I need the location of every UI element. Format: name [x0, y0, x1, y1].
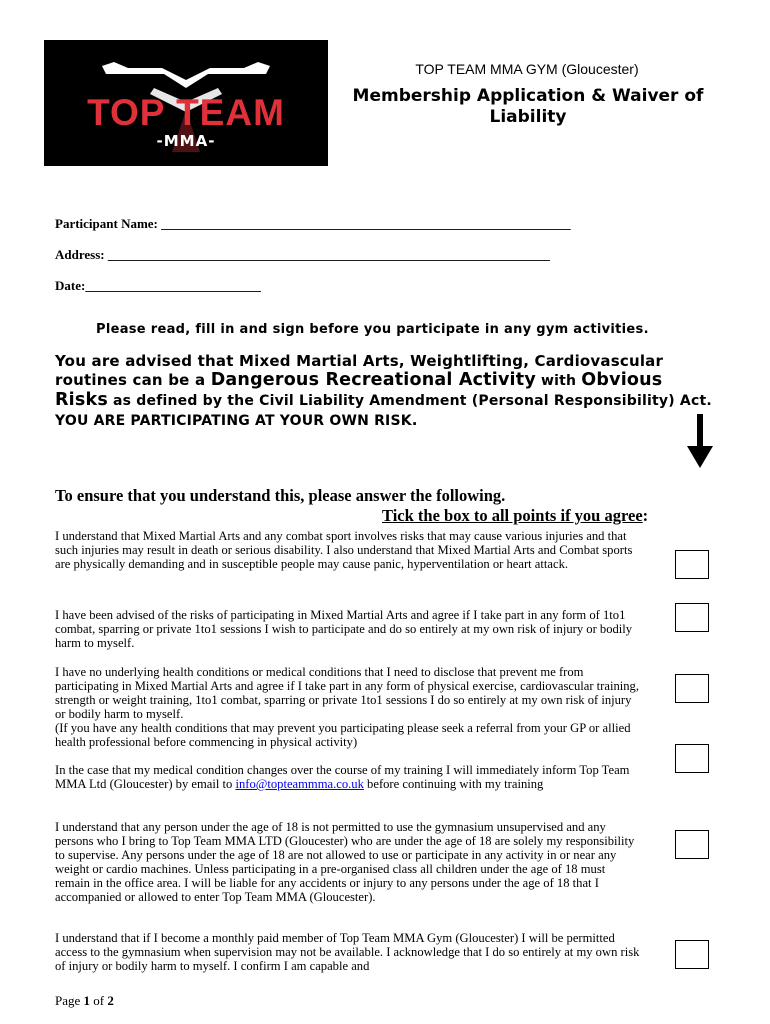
medical-text-a: In the case that my medical condition changes over the course of my training I will immediately inform Top Team MMA Ltd (Gloucester) by email to: [55, 763, 630, 791]
tick-suffix: :: [642, 506, 649, 525]
statement-medical-change: [55, 763, 640, 791]
tick-instruction: [382, 506, 648, 526]
advice-part1: You are advised that Mixed Martial Arts, Weightlifting, Cardiovascular routines can be a: [55, 352, 664, 389]
advice-obvious-risks: Obvious Risks: [55, 370, 663, 410]
statement-risks: I understand that Mixed Martial Arts and any combat sport involves risks that may cause various injuries and that such injuries may result in death or serious disability. I also understand that Mixed Martial Arts and Combat sports are physically demanding and in susceptible people may cause panic, hyperventilation or heart attack.: [55, 529, 633, 571]
agree-checkbox-3[interactable]: [675, 674, 709, 703]
advice-part5: as defined by the Civil Liability Amendment (Personal Responsibility) Act. YOU ARE PARTICIPATING AT YOUR OWN RISK: [55, 393, 712, 429]
statement-advised: I have been advised of the risks of participating in Mixed Martial Arts and agree if I take part in any form of 1to1 combat, sparring or private 1to1 sessions I wish to participate and do so entirely at my own risk of injury or bodily harm to myself.: [55, 608, 633, 650]
risk-advice: [55, 352, 715, 431]
agree-checkbox-6[interactable]: [675, 940, 709, 969]
page-indicator: [55, 993, 114, 1009]
agree-checkbox-5[interactable]: [675, 830, 709, 859]
advice-with: with: [535, 373, 582, 389]
advice-dangerous: Dangerous Recreational Activity: [210, 370, 536, 390]
gym-name: TOP TEAM MMA GYM (Gloucester): [415, 61, 639, 77]
participant-name-field[interactable]: Participant Name: _______________________________________________________________: [55, 216, 571, 231]
statement-health-main: I have no underlying health conditions or medical conditions that I need to disclose that prevent me from participating in Mixed Martial Arts and agree if I take part in any form of physical exercise, cardiovascular training, strength or weight training, 1to1 combat, sparring or private 1to1 sessions I do so entirely at my own risk of injury or bodily harm to myself.: [55, 665, 639, 721]
agree-checkbox-2[interactable]: [675, 603, 709, 632]
medical-text-b: before continuing with my training: [363, 777, 544, 791]
statement-health-note: (If you have any health conditions that may prevent you participating please seek a referral from your GP or allied health professional before commencing in physical activity): [55, 721, 631, 749]
document-title: Membership Application & Waiver of Liability: [352, 86, 704, 127]
down-arrow-icon: [686, 414, 714, 470]
top-team-logo: [44, 40, 328, 166]
of-label: of: [90, 993, 108, 1008]
instruction-text: Please read, fill in and sign before you participate in any gym activities.: [96, 322, 649, 337]
questions-heading: To ensure that you understand this, please answer the following.: [55, 486, 506, 505]
statement-under-18: I understand that any person under the age of 18 is not permitted to use the gymnasium unsupervised and any persons who I bring to Top Team MMA LTD (Gloucester) who are under the age of 18 are solely my responsibility to supervise. Any persons under the age of 18 are not allowed to use or participate in any activity in or near any weight or cardio machines. Unless participating in a pre-organised class all children under the age of 18 must remain in the office area. I will be liable for any accidents or injury to any persons under the age of 18 that I accompanied or allowed to enter Top Team MMA (Gloucester).: [55, 820, 635, 904]
statement-health: [55, 665, 640, 749]
tick-label: Tick the box to all points if you agree: [382, 506, 643, 525]
statement-monthly-member: I understand that if I become a monthly paid member of Top Team MMA Gym (Gloucester) I will be permitted access to the gymnasium when supervision may not be available. I acknowledge that I do so entirely at my own risk of injury or bodily harm to myself. I confirm I am capable and: [55, 931, 640, 973]
address-field[interactable]: Address: ____________________________________________________________________: [55, 247, 550, 262]
total-pages: 2: [107, 993, 114, 1008]
date-field[interactable]: Date:___________________________: [55, 278, 261, 293]
page-label: Page: [55, 993, 84, 1008]
current-page: 1: [83, 993, 91, 1008]
advice-period: .: [411, 411, 418, 429]
logo-title: TOP TEAM: [87, 92, 285, 133]
agree-checkbox-4[interactable]: [675, 744, 709, 773]
agree-checkbox-1[interactable]: [675, 550, 709, 579]
email-link[interactable]: info@topteammma.co.uk: [235, 777, 364, 791]
logo-subtitle: -MMA-: [156, 132, 216, 150]
